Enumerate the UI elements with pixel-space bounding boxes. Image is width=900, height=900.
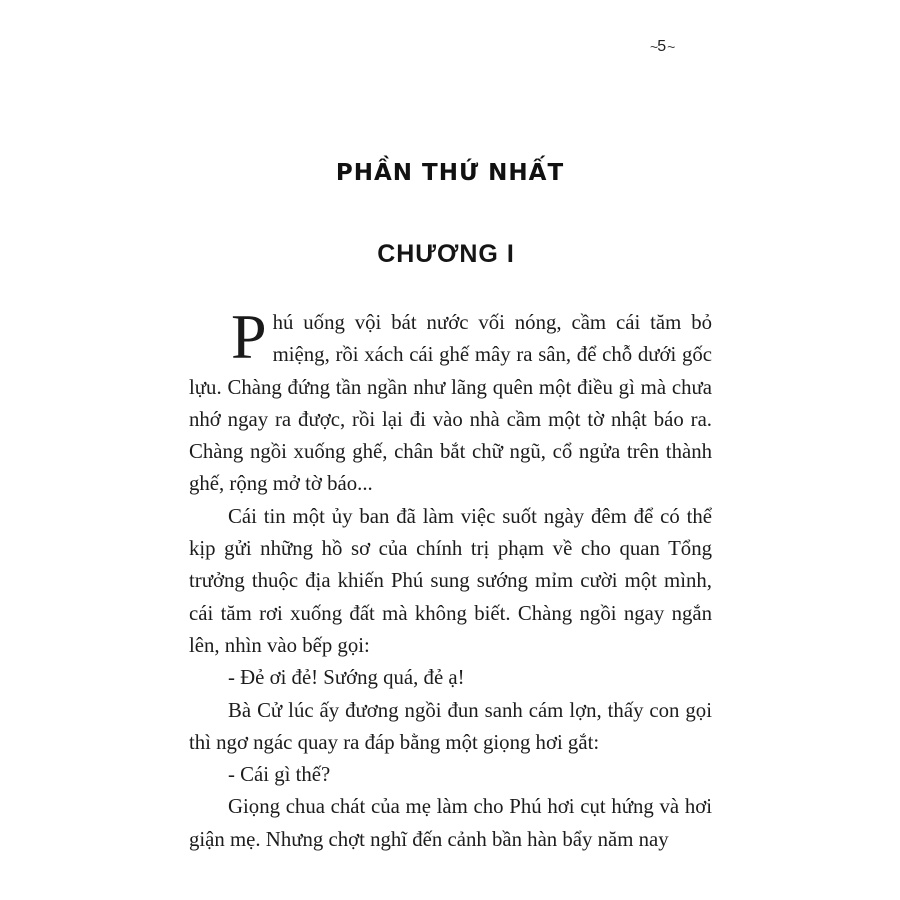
ornament-right-icon: ~ — [667, 39, 674, 55]
paragraph-4: Bà Cử lúc ấy đương ngồi đun sanh cám lợn, thấy con gọi thì ngơ ngác quay ra đáp bằng một giọng hơi gắt: — [189, 698, 712, 754]
part-title: PHẦN THỨ NHẤT — [335, 160, 565, 186]
page-number — [650, 38, 673, 56]
page-number-value: 5 — [657, 38, 667, 55]
paragraph-6: Giọng chua chát của mẹ làm cho Phú hơi cụt hứng và hơi giận mẹ. Nhưng chợt nghĩ đến cảnh bần hàn bẩy năm nay — [189, 795, 712, 851]
chapter-title: CHƯƠNG I — [377, 240, 515, 268]
paragraph-1-text: hú uống vội bát nước vối nóng, cầm cái tăm bỏ miệng, rồi xách cái ghế mây ra sân, để chỗ dưới gốc lựu. Chàng đứng tần ngần như lãng quên một điều gì mà chưa nhớ ngay ra được, rồi lại đi vào nhà cầm một tờ nhật báo ra. Chàng ngồi xuống ghế, chân bắt chữ ngũ, cổ ngửa trên thành ghế, rộng mở tờ báo... — [189, 311, 712, 496]
drop-cap: P — [231, 301, 267, 372]
paragraph-2: Cái tin một ủy ban đã làm việc suốt ngày đêm để có thể kịp gửi những hồ sơ của chính trị phạm về cho quan Tổng trưởng thuộc địa khiến Phú sung sướng mỉm cười một mình, cái tăm rơi xuống đất mà không biết. Chàng ngồi ngay ngắn lên, nhìn vào bếp gọi: — [189, 504, 712, 657]
body-text — [189, 301, 712, 856]
paragraph-3: - Đẻ ơi đẻ! Sướng quá, đẻ ạ! — [228, 666, 465, 690]
paragraph-5: - Cái gì thế? — [228, 763, 331, 787]
ornament-left-icon: ~ — [650, 39, 657, 55]
paragraph-1 — [189, 301, 712, 501]
